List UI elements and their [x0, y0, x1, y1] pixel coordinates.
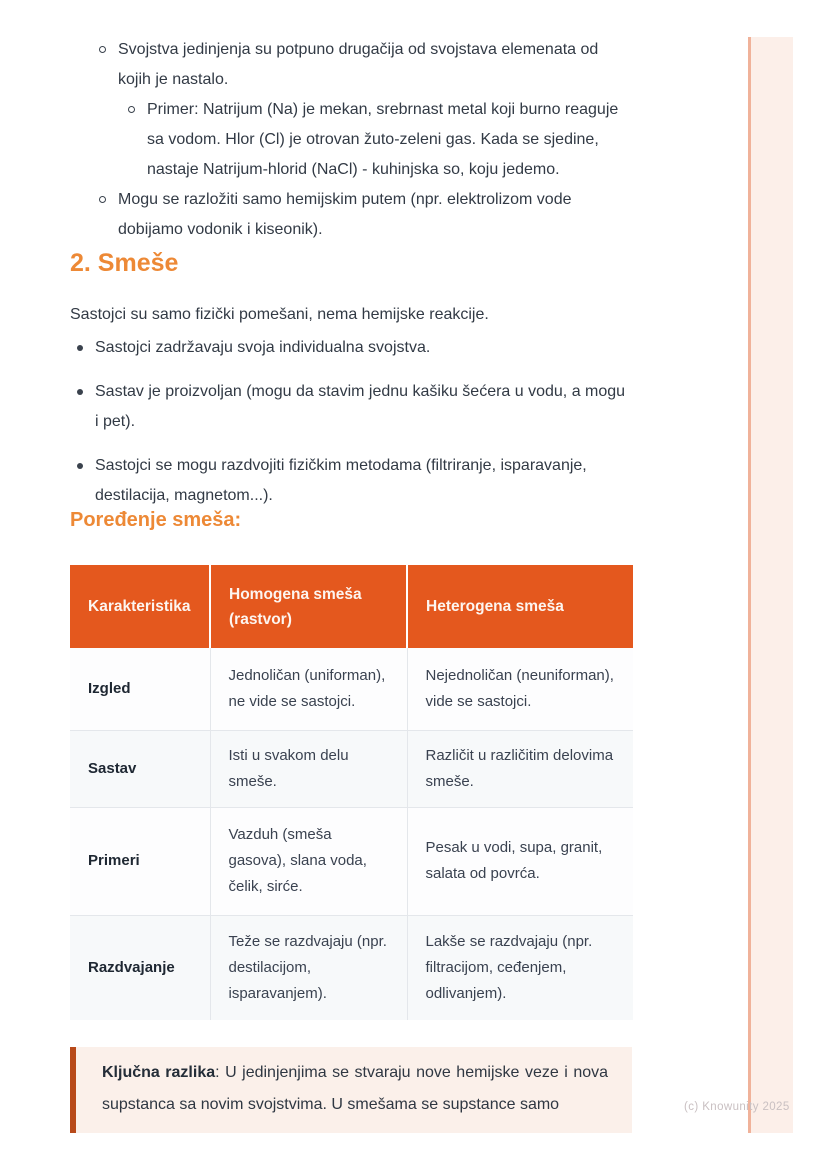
list-item: [70, 35, 618, 95]
column-header: Heterogena smeša: [407, 565, 633, 648]
table-cell: Pesak u vodi, supa, granit, salata od povrća.: [407, 807, 633, 915]
list-item-text: Svojstva jedinjenja su potpuno drugačija od svojstava elemenata od kojih je nastalo.: [118, 41, 599, 88]
table-heading: Poređenje smeša:: [70, 509, 242, 531]
table-header-row: [70, 565, 633, 648]
mixture-comparison-table: [70, 565, 633, 1020]
key-difference-callout: [70, 1047, 632, 1133]
list-item: [70, 451, 630, 511]
compound-properties-list: [70, 35, 619, 245]
row-label: Izgled: [70, 648, 210, 730]
decorative-side-stripe: [748, 37, 793, 1133]
table-row: [70, 915, 633, 1020]
list-item: [70, 185, 618, 245]
list-item: [70, 377, 630, 437]
table-cell: Jednoličan (uniforman), ne vide se sastojci.: [210, 648, 407, 730]
list-item-text: Sastojci se mogu razdvojiti fizičkim metodama (filtriranje, isparavanje, destilacija, magnetom...).: [95, 457, 587, 504]
disc-bullet-icon: [77, 389, 83, 395]
copyright-watermark: (c) Knowunity 2025: [684, 1101, 790, 1113]
callout-text: [102, 1057, 608, 1121]
row-label: Primeri: [70, 807, 210, 915]
mixture-properties-list: [70, 333, 630, 525]
disc-bullet-icon: [77, 463, 83, 469]
table-cell: Vazduh (smeša gasova), slana voda, čelik, sirće.: [210, 807, 407, 915]
table-row: [70, 648, 633, 730]
callout-bold-label: Ključna razlika: [102, 1064, 216, 1081]
column-header: Homogena smeša (rastvor): [210, 565, 407, 648]
table-row: [70, 807, 633, 915]
list-item-text: Sastojci zadržavaju svoja individualna svojstva.: [95, 339, 431, 356]
table-cell: Teže se razdvajaju (npr. destilacijom, isparavanjem).: [210, 915, 407, 1020]
row-label: Razdvajanje: [70, 915, 210, 1020]
circle-bullet-icon: [99, 46, 106, 53]
table-cell: Lakše se razdvajaju (npr. filtracijom, ceđenjem, odlivanjem).: [407, 915, 633, 1020]
disc-bullet-icon: [77, 345, 83, 351]
callout-body-text: : U jedinjenjima se stvaraju nove hemijske veze i nova supstanca sa novim svojstvima. U smešama se supstance samo: [102, 1064, 609, 1113]
section-heading: 2. Smeše: [70, 249, 179, 277]
table-cell: Nejednoličan (neuniforman), vide se sastojci.: [407, 648, 633, 730]
circle-bullet-icon: [128, 106, 135, 113]
table-cell: Isti u svakom delu smeše.: [210, 730, 407, 807]
list-item-text: Mogu se razložiti samo hemijskim putem (npr. elektrolizom vode dobijamo vodonik i kiseonik).: [118, 191, 572, 238]
list-item-nested: [70, 95, 625, 185]
circle-bullet-icon: [99, 196, 106, 203]
list-item-text: Primer: Natrijum (Na) je mekan, srebrnast metal koji burno reaguje sa vodom. Hlor (Cl) je otrovan žuto-zeleni gas. Kada se sjedine, nastaje Natrijum-hlorid (NaCl) - kuhinjska so, koju jedemo.: [147, 101, 619, 178]
section-intro-paragraph: Sastojci su samo fizički pomešani, nema hemijske reakcije.: [70, 306, 489, 323]
list-item: [70, 333, 630, 363]
list-item-text: Sastav je proizvoljan (mogu da stavim jednu kašiku šećera u vodu, a mogu i pet).: [95, 383, 626, 430]
table-row: [70, 730, 633, 807]
table-cell: Različit u različitim delovima smeše.: [407, 730, 633, 807]
row-label: Sastav: [70, 730, 210, 807]
column-header: Karakteristika: [70, 565, 210, 648]
